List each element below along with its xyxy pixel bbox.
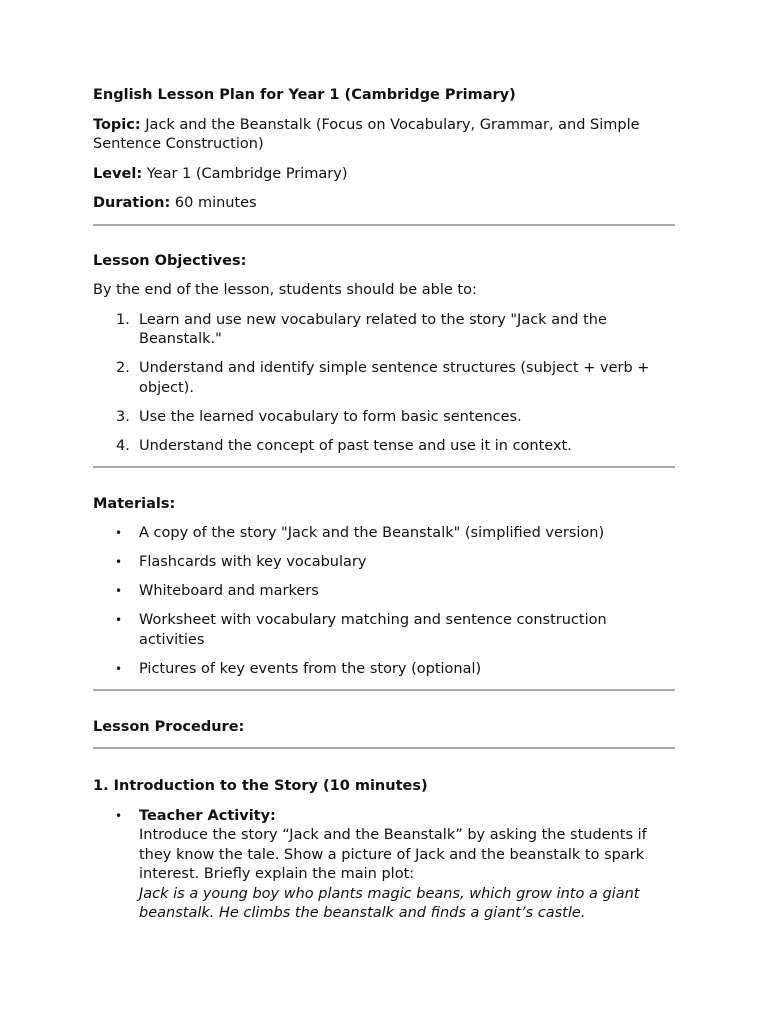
- procedure-heading: Lesson Procedure:: [93, 718, 245, 735]
- list-item-text: Flashcards with key vocabulary: [139, 554, 367, 570]
- list-item: [93, 553, 675, 573]
- list-item: [93, 359, 675, 398]
- materials-heading: Materials:: [93, 495, 176, 512]
- document-title: English Lesson Plan for Year 1 (Cambridge Primary): [93, 87, 516, 103]
- bullet-icon: •: [115, 584, 123, 598]
- list-item-text: A copy of the story "Jack and the Beanstalk" (simplified version): [139, 525, 605, 541]
- lesson-plan-document: [93, 86, 675, 933]
- story-plot-text: Jack is a young boy who plants magic beans, which grow into a giant beanstalk. He climbs the beanstalk and finds a giant’s castle.: [139, 885, 640, 921]
- topic-line: [93, 116, 675, 155]
- list-number: 1.: [116, 311, 130, 328]
- bullet-icon: •: [115, 526, 123, 540]
- duration-value: 60 minutes: [174, 195, 257, 211]
- list-number: 3.: [116, 408, 130, 425]
- list-item-text: Use the learned vocabulary to form basic sentences.: [139, 408, 522, 425]
- bullet-icon: •: [115, 661, 123, 676]
- list-item-text: Learn and use new vocabulary related to the story "Jack and the Beanstalk.": [139, 311, 607, 347]
- topic-value: Jack and the Beanstalk (Focus on Vocabulary, Grammar, and Simple Sentence Construction): [93, 116, 640, 152]
- list-item: [93, 524, 675, 544]
- list-number: 2.: [116, 360, 130, 376]
- list-item: [93, 807, 675, 924]
- divider: [93, 747, 675, 749]
- materials-list: [93, 524, 675, 679]
- step-1-title: 1. Introduction to the Story (10 minutes): [93, 778, 428, 794]
- list-item-text: Pictures of key events from the story (optional): [139, 660, 482, 677]
- level-value: Year 1 (Cambridge Primary): [146, 165, 348, 182]
- list-item: [93, 437, 675, 457]
- divider: [93, 466, 675, 468]
- list-item: [93, 611, 675, 650]
- list-item: [93, 660, 675, 680]
- duration-line: [93, 194, 675, 214]
- list-item: [93, 408, 675, 428]
- objectives-heading: Lesson Objectives:: [93, 252, 247, 269]
- topic-label: Topic:: [93, 116, 141, 133]
- divider: [93, 689, 675, 691]
- level-label: Level:: [93, 165, 143, 182]
- bullet-icon: •: [115, 555, 123, 569]
- objectives-list: [93, 311, 675, 457]
- bullet-icon: •: [115, 808, 123, 823]
- list-item-text: Understand and identify simple sentence structures (subject + verb + object).: [139, 360, 650, 396]
- teacher-activity-text: Introduce the story “Jack and the Beanstalk” by asking the students if they know the tale. Show a picture of Jack and the beanstalk to spark interest. Briefly explain the main plot:: [139, 827, 647, 882]
- duration-label: Duration:: [93, 195, 171, 211]
- list-item-text: Understand the concept of past tense and use it in context.: [139, 437, 572, 454]
- list-item: [93, 311, 675, 350]
- teacher-activity-label: Teacher Activity:: [139, 807, 276, 824]
- level-line: [93, 165, 675, 185]
- divider: [93, 224, 675, 226]
- step-1-list: [93, 807, 675, 924]
- list-number: 4.: [116, 437, 130, 454]
- list-item: [93, 582, 675, 602]
- list-item-text: Whiteboard and markers: [139, 583, 319, 599]
- bullet-icon: •: [115, 613, 123, 627]
- list-item-text: Worksheet with vocabulary matching and sentence construction activities: [139, 612, 607, 648]
- objectives-intro: By the end of the lesson, students should be able to:: [93, 282, 477, 298]
